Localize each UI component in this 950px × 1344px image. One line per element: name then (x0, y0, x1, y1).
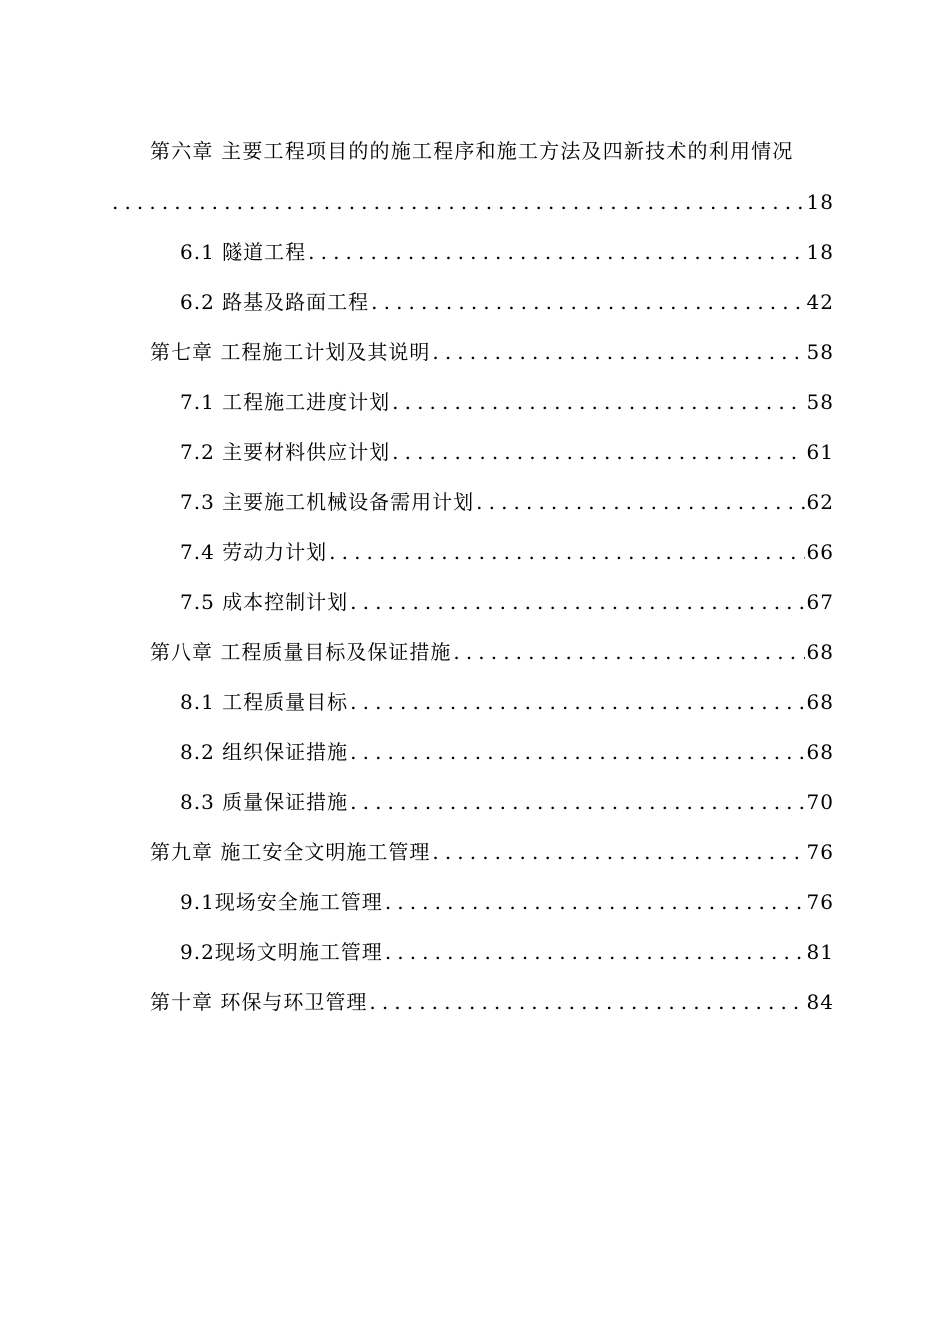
toc-entry-title: 9.2现场文明施工管理 (180, 940, 383, 964)
toc-entry[interactable] (180, 685, 834, 717)
toc-leader-dots (453, 637, 804, 667)
toc-chapter-title: 第十章 环保与环卫管理 (150, 990, 368, 1014)
toc-chapter[interactable] (150, 985, 834, 1017)
toc-page-number: 18 (806, 190, 834, 214)
toc-entry[interactable] (180, 485, 834, 517)
toc-page-number: 81 (806, 940, 834, 964)
toc-leader-dots (392, 387, 804, 417)
toc-entry-title: 9.1现场安全施工管理 (180, 890, 383, 914)
toc-page-number: 62 (806, 490, 834, 514)
toc-entry[interactable] (180, 785, 834, 817)
toc-leader-dots (385, 937, 805, 967)
toc-entry[interactable] (180, 935, 834, 967)
toc-chapter-title: 第七章 工程施工计划及其说明 (150, 340, 431, 364)
toc-page-number: 58 (806, 340, 834, 364)
toc-entry[interactable] (180, 735, 834, 767)
toc-leader-dots (112, 187, 805, 217)
toc-entry[interactable] (180, 535, 834, 567)
toc-leader-dots (385, 887, 805, 917)
toc-chapter[interactable] (150, 335, 834, 367)
toc-leader-dots (432, 337, 804, 367)
toc-chapter6-title: 第六章 主要工程项目的的施工程序和施工方法及四新技术的利用情况 (150, 139, 794, 163)
toc-entry-title: 7.5 成本控制计划 (180, 590, 349, 614)
toc-page-number: 66 (806, 540, 834, 564)
toc-entry[interactable] (180, 885, 834, 917)
toc-entry[interactable] (180, 285, 834, 317)
toc-chapter6-leader-line (112, 185, 834, 217)
toc-leader-dots (371, 287, 804, 317)
toc-chapter[interactable] (150, 835, 834, 867)
toc-entry[interactable] (180, 435, 834, 467)
toc-entry-title: 8.1 工程质量目标 (180, 690, 349, 714)
toc-page-number: 42 (806, 290, 834, 314)
toc-entry-title: 7.4 劳动力计划 (180, 540, 328, 564)
toc-entry-title: 7.3 主要施工机械设备需用计划 (180, 490, 475, 514)
toc-leader-dots (392, 437, 804, 467)
toc-page-number: 76 (806, 840, 834, 864)
toc-leader-dots (369, 987, 804, 1017)
toc-page-number: 68 (806, 690, 834, 714)
toc-entry[interactable] (180, 385, 834, 417)
toc-entry-title: 7.2 主要材料供应计划 (180, 440, 391, 464)
toc-leader-dots (308, 237, 804, 267)
toc-page-number: 76 (806, 890, 834, 914)
toc-entry[interactable] (180, 585, 834, 617)
toc-page-number: 68 (806, 640, 834, 664)
toc-entry-title: 7.1 工程施工进度计划 (180, 390, 391, 414)
toc-entry-title: 8.3 质量保证措施 (180, 790, 349, 814)
toc-chapter[interactable] (150, 635, 834, 667)
toc-leader-dots (350, 787, 804, 817)
toc-leader-dots (329, 537, 804, 567)
toc-page-number: 70 (806, 790, 834, 814)
toc-leader-dots (350, 687, 804, 717)
toc-page-number: 84 (806, 990, 834, 1014)
toc-chapter-title: 第八章 工程质量目标及保证措施 (150, 640, 452, 664)
toc-leader-dots (350, 737, 804, 767)
toc-entry-title: 6.2 路基及路面工程 (180, 290, 370, 314)
toc-chapter-title: 第九章 施工安全文明施工管理 (150, 840, 431, 864)
toc-leader-dots (350, 587, 804, 617)
toc-leader-dots (432, 837, 804, 867)
toc-leader-dots (476, 487, 804, 517)
toc-page-number: 18 (806, 240, 834, 264)
toc-entry[interactable] (180, 235, 834, 267)
toc-page-number: 68 (806, 740, 834, 764)
toc-entry-title: 8.2 组织保证措施 (180, 740, 349, 764)
toc-page-number: 61 (806, 440, 834, 464)
toc-page-number: 67 (806, 590, 834, 614)
toc-page-number: 58 (806, 390, 834, 414)
toc-entry-title: 6.1 隧道工程 (180, 240, 307, 264)
